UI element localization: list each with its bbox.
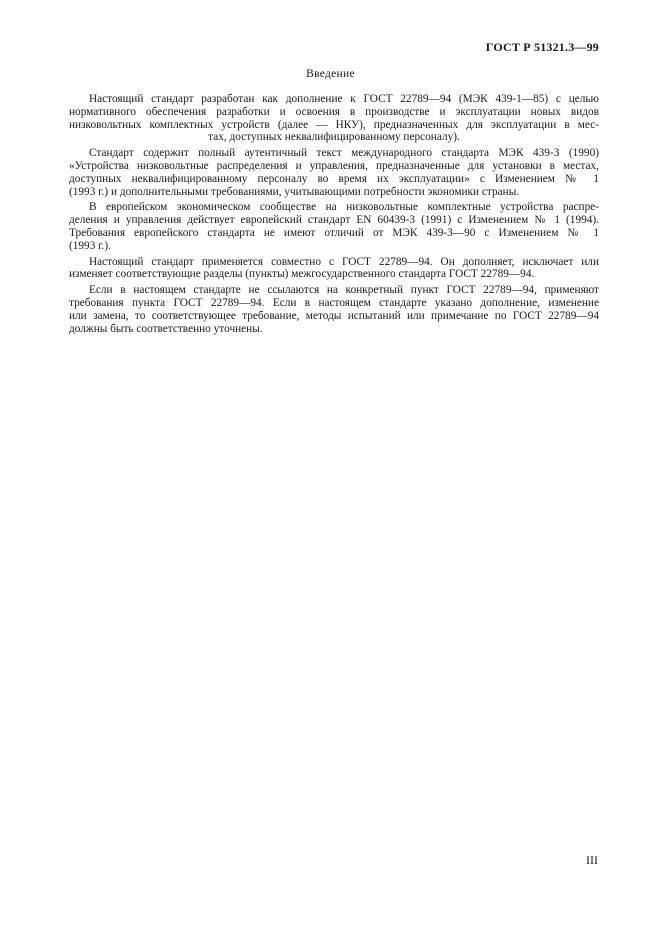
- text-line: нормативного обеспечения разработки и освоения в производстве и эксплуатации новых видов: [69, 105, 599, 118]
- text-line: «Устройства низковольтные распределения и управления, предназначенные для установки в местах,: [69, 159, 599, 172]
- paragraph-5: [69, 284, 599, 335]
- text-line: доступных неквалифицированному персоналу во время их эксплуатации» с Изменением № 1: [69, 172, 599, 185]
- section-title: Введение: [306, 68, 355, 80]
- text-line: должны быть соответственно уточнены.: [69, 322, 263, 335]
- text-line: низковольтных комплектных устройств (далее — НКУ), предназначенных для эксплуатации в мес-: [69, 118, 599, 131]
- body-text: [69, 93, 599, 338]
- paragraph-1: [69, 93, 599, 144]
- text-line: Если в настоящем стандарте не ссылаются на конкретный пункт ГОСТ 22789—94, применяют: [89, 284, 599, 297]
- text-line: требования пункта ГОСТ 22789—94. Если в настоящем стандарте указано дополнение, изменение: [69, 296, 599, 309]
- paragraph-4: [69, 256, 599, 282]
- text-line: тах, доступных неквалифицированному персоналу).: [208, 131, 460, 144]
- paragraph-3: [69, 201, 599, 252]
- text-line: изменяет соответствующие разделы (пункты) межгосударственного стандарта ГОСТ 22789—94.: [69, 268, 535, 281]
- text-line: (1993 г.) и дополнительными требованиями, учитывающими потребности экономики страны.: [69, 185, 520, 198]
- text-line: Требования европейского стандарта не имеют отличий от МЭК 439-3—90 с Изменением № 1: [69, 226, 599, 239]
- text-line: деления и управления действует европейский стандарт EN 60439-3 (1991) с Изменением № 1 (1994).: [69, 214, 599, 227]
- text-line: или замена, то соответствующее требование, методы испытаний или примечание по ГОСТ 22789—94: [69, 309, 599, 322]
- text-line: Настоящий стандарт применяется совместно с ГОСТ 22789—94. Он дополняет, исключает или: [89, 255, 599, 268]
- text-line: Стандарт содержит полный аутентичный текст международного стандарта МЭК 439-3 (1990): [89, 147, 599, 160]
- paragraph-2: [69, 147, 599, 198]
- document-code: ГОСТ Р 51321.3—99: [485, 40, 599, 54]
- page-number: III: [586, 853, 598, 867]
- text-line: (1993 г.).: [69, 239, 111, 252]
- text-line: Настоящий стандарт разработан как дополнение к ГОСТ 22789—94 (МЭК 439-1—85) с целью: [89, 93, 599, 105]
- text-line: В европейском экономическом сообществе на низковольтные комплектные устройства распре-: [89, 201, 599, 214]
